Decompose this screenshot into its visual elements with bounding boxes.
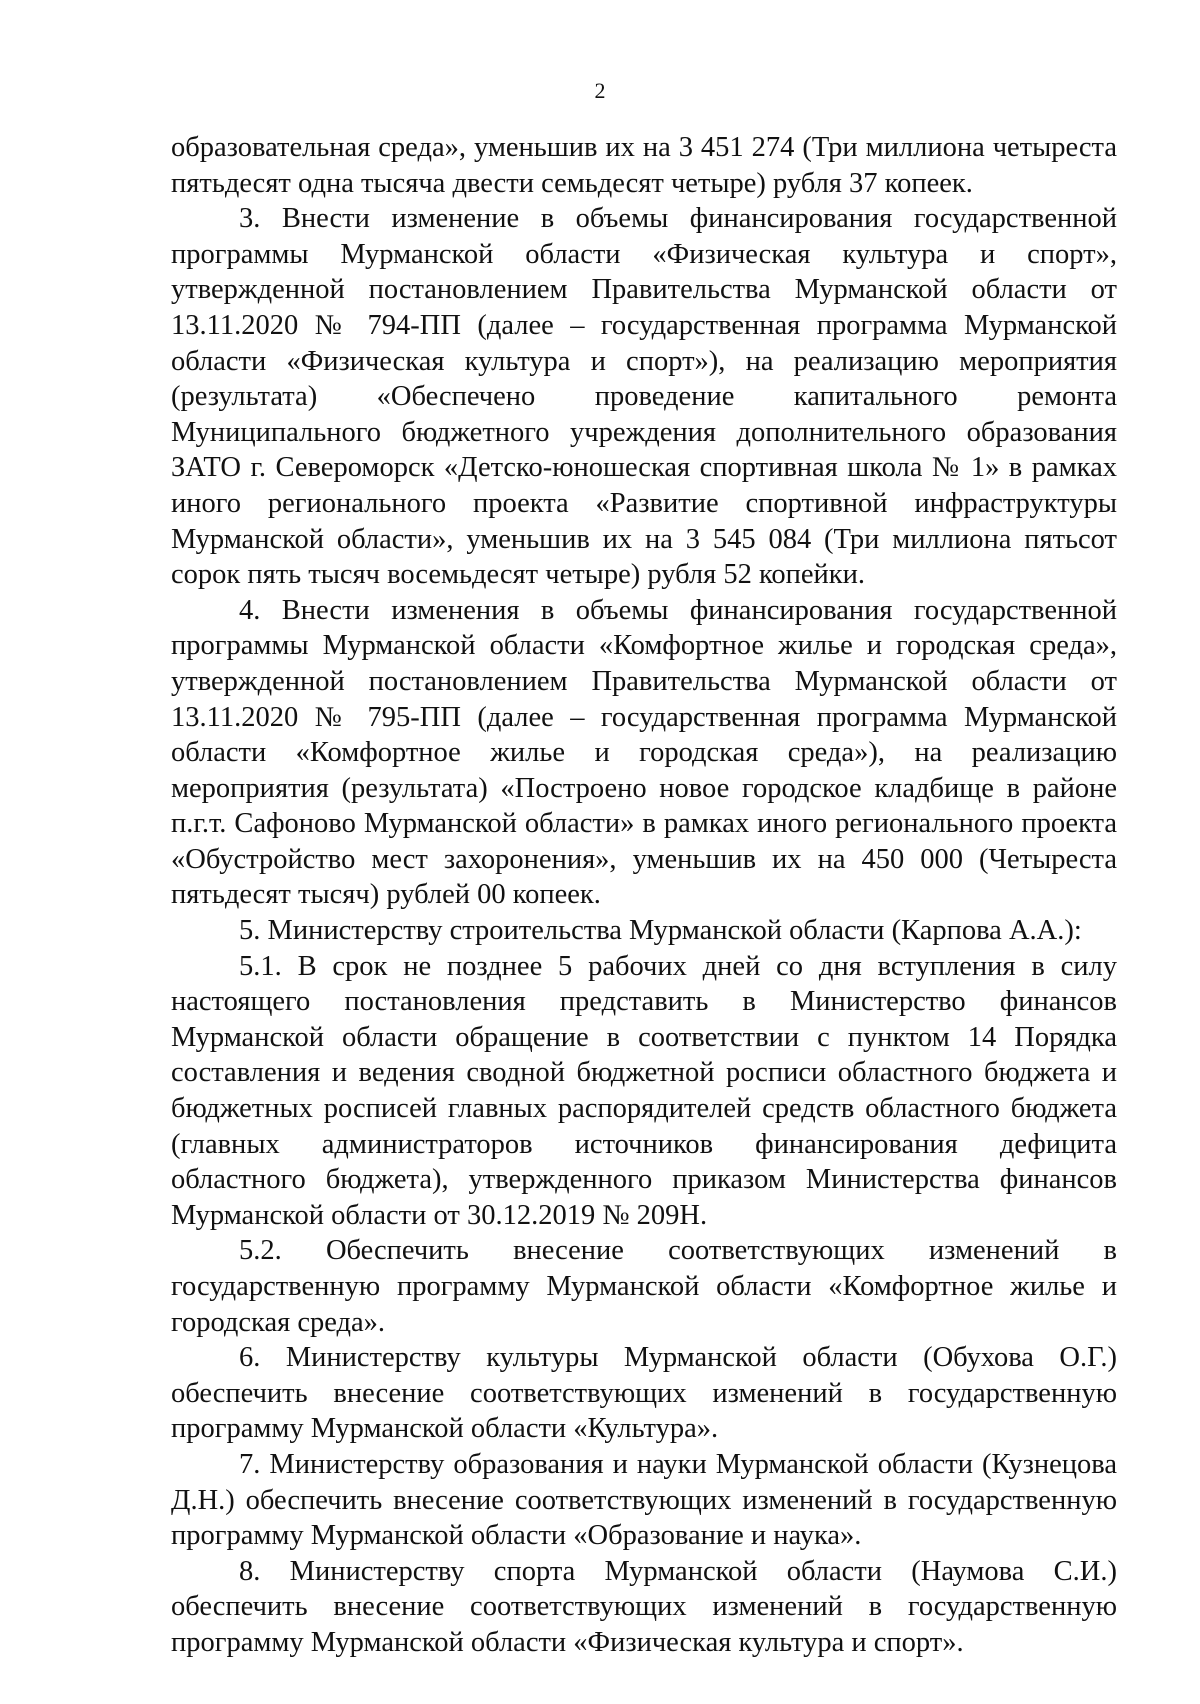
paragraph-continuation: образовательная среда», уменьшив их на 3 451 274 (Три миллиона четыреста пятьдесят одна тысяча двести семьдесят четыре) рубля 37 копеек. <box>171 132 1117 199</box>
paragraph-item-3: 3. Внести изменение в объемы финансирования государственной программы Мурманской области «Физическая культура и спорт», утвержденной постановлением Правительства Мурманской области от 13.11.2020 № 794-ПП (далее – государственная программа Мурманской области «Физическая культура и спорт»), на реализацию мероприятия (результата) «Обеспечено проведение капитального ремонта Муниципального бюджетного учреждения дополнительного образования ЗАТО г. Североморск «Детско-юношеская спортивная школа № 1» в рамках иного регионального проекта «Развитие спортивной инфраструктуры Мурманской области», уменьшив их на 3 545 084 (Три миллиона пятьсот сорок пять тысяч восемьдесят четыре) рубля 52 копейки. <box>171 203 1117 591</box>
paragraph-item-6: 6. Министерству культуры Мурманской области (Обухова О.Г.) обеспечить внесение соответствующих изменений в государственную программу Мурманской области «Культура». <box>171 1342 1117 1445</box>
paragraph-item-8: 8. Министерству спорта Мурманской области (Наумова С.И.) обеспечить внесение соответствующих изменений в государственную программу Мурманской области «Физическая культура и спорт». <box>171 1555 1117 1658</box>
page-number: 2 <box>594 78 606 103</box>
paragraph-item-7: 7. Министерству образования и науки Мурманской области (Кузнецова Д.Н.) обеспечить внесение соответствующих изменений в государственную программу Мурманской области «Образование и наука». <box>171 1448 1117 1552</box>
document-body <box>171 130 1117 1661</box>
paragraph-item-4: 4. Внести изменения в объемы финансирования государственной программы Мурманской области «Комфортное жилье и городская среда», утвержденной постановлением Правительства Мурманской области от 13.11.2020 № 795-ПП (далее – государственная программа Мурманской области «Комфортное жилье и городская среда»), на реализацию мероприятия (результата) «Построено новое городское кладбище в районе п.г.т. Сафоново Мурманской области» в рамках иного регионального проекта «Обустройство мест захоронения», уменьшив их на 450 000 (Четыреста пятьдесят тысяч) рублей 00 копеек. <box>171 594 1117 911</box>
paragraph-item-5: 5. Министерству строительства Мурманской области (Карпова А.А.): <box>239 915 1082 947</box>
paragraph-item-5-2: 5.2. Обеспечить внесение соответствующих изменений в государственную программу Мурманской области «Комфортное жилье и городская среда». <box>171 1235 1117 1338</box>
paragraph-item-5-1: 5.1. В срок не позднее 5 рабочих дней со дня вступления в силу настоящего постановления представить в Министерство финансов Мурманской области обращение в соответствии с пунктом 14 Порядка составления и ведения сводной бюджетной росписи областного бюджета и бюджетных росписей главных распорядителей средств областного бюджета (главных администраторов источников финансирования дефицита областного бюджета), утвержденного приказом Министерства финансов Мурманской области от 30.12.2019 № 209Н. <box>171 950 1117 1231</box>
